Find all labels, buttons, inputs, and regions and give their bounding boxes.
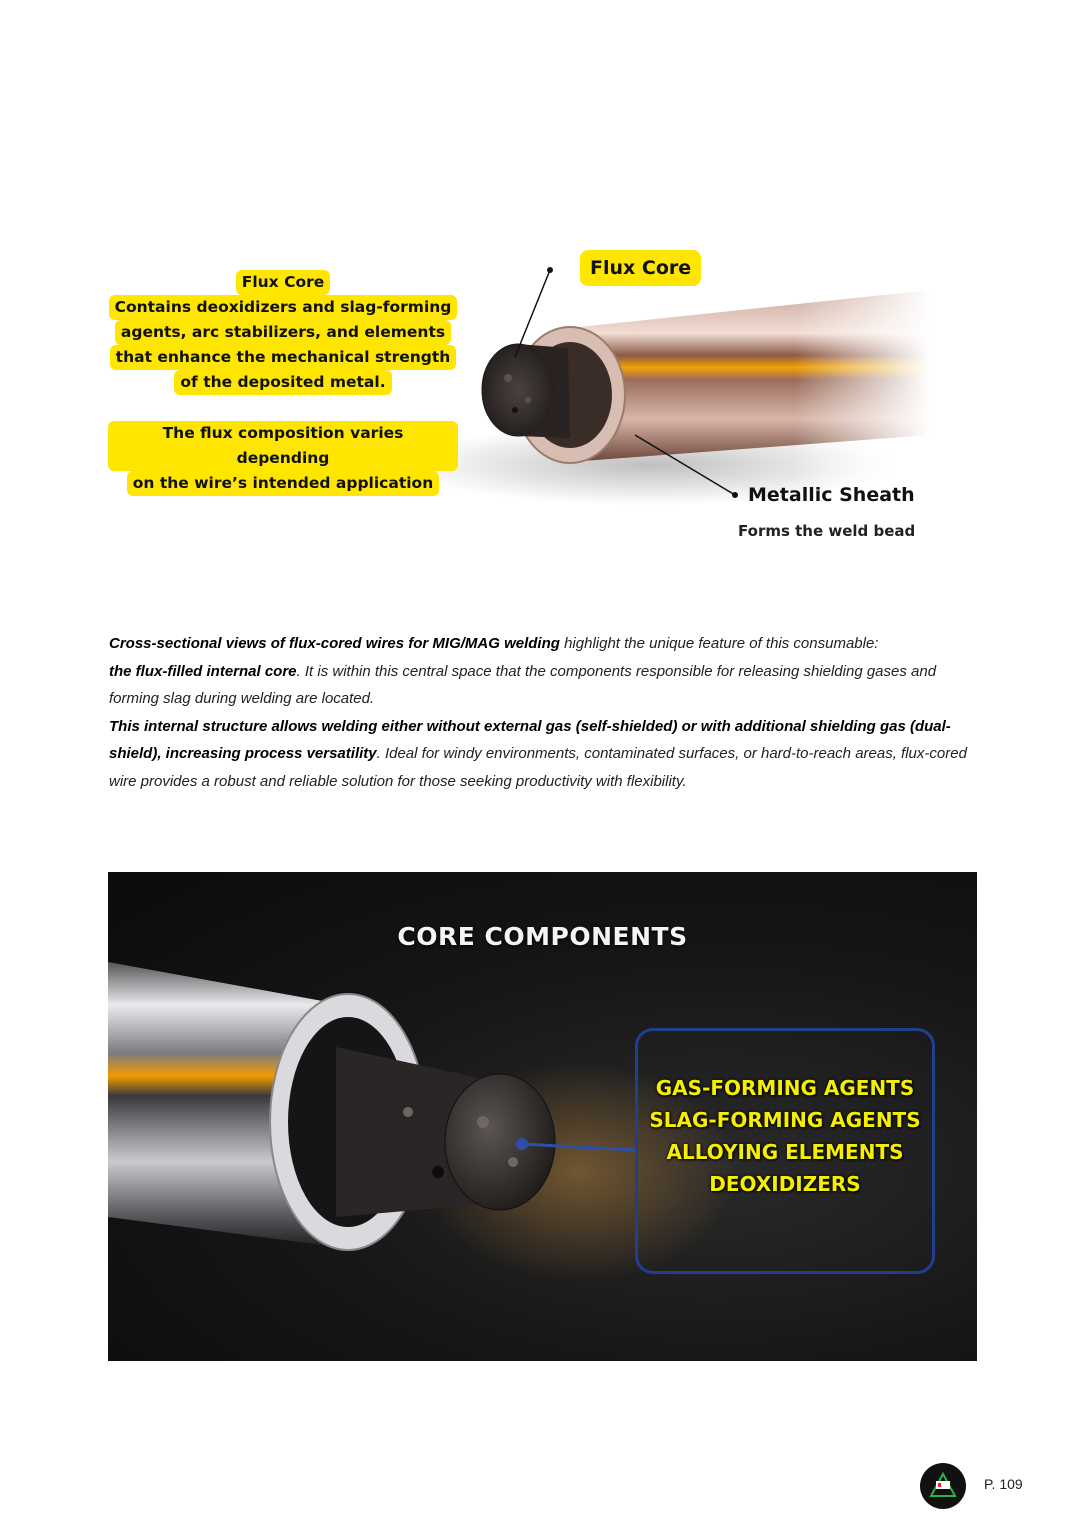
flux-core-label: Flux Core [580,250,701,286]
callout-note-line: on the wire’s intended application [127,471,439,496]
page-number: P. 109 [984,1476,1023,1492]
callout-title: Flux Core [236,270,331,295]
paragraph-bold: This internal structure allows welding either without external gas (self-shielded) or with additional shielding gas (dual-shield), increasing process versatility [109,717,951,762]
metallic-sheath-label: Metallic Sheath [748,484,915,506]
callout-line: of the deposited metal. [174,370,391,395]
flux-core-diagram [0,0,1086,600]
callout-line: Contains deoxidizers and slag-forming [109,295,458,320]
callout-note-line: The flux composition varies depending [108,421,458,471]
component-item: SLAG-FORMING AGENTS [649,1108,921,1132]
body-paragraph [109,630,979,795]
component-item: DEOXIDIZERS [709,1172,861,1196]
paragraph-bold: Cross-sectional views of flux-cored wires for MIG/MAG welding [109,635,560,652]
component-item: ALLOYING ELEMENTS [666,1140,904,1164]
brand-logo-icon [920,1463,966,1509]
component-item: GAS-FORMING AGENTS [655,1076,915,1100]
metallic-sheath-caption: Forms the weld bead [738,522,916,540]
core-components-panel [108,872,977,1361]
paragraph-bold: the flux-filled internal core [109,662,297,680]
paragraph-text: . Ideal for windy environments, contaminated surfaces, or hard-to-reach areas, flux-cored wire provides a robust and reliable solution for those seeking productivity with flexibility. [109,745,967,790]
paragraph-text: highlight the unique feature of this consumable: [559,635,879,652]
callout-line: agents, arc stabilizers, and elements [115,320,451,345]
callout-line: that enhance the mechanical strength [110,345,457,370]
components-list [635,1072,935,1200]
panel-title: CORE COMPONENTS [397,922,688,951]
paragraph-text: . It is within this central space that the components responsible for releasing shielding gases and forming slag during welding are located. [109,662,937,707]
flux-core-callout [108,270,458,496]
